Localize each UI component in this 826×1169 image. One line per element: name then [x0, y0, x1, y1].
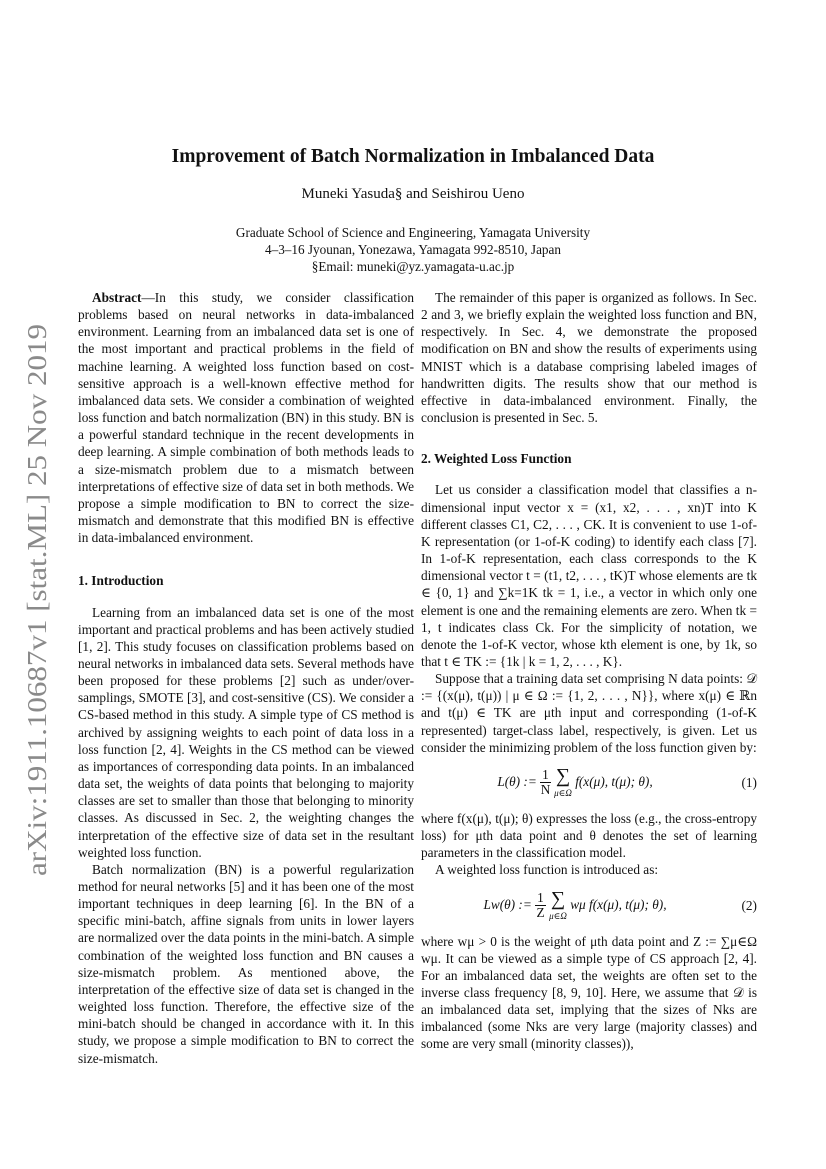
sum-sigma-icon: ∑: [550, 887, 566, 910]
affiliation-block: [0, 224, 826, 275]
equation-1-frac-num: 1: [542, 767, 549, 783]
abstract-paragraph: [78, 289, 414, 546]
equation-2-fraction: [535, 891, 546, 920]
arxiv-stamp-text: arXiv:1911.10687v1 [stat.ML] 25 Nov 2019: [21, 386, 52, 876]
paper-authors: Muneki Yasuda§ and Seishirou Ueno: [301, 186, 525, 202]
equation-2-body: [421, 889, 729, 923]
affiliation-line-2: 4–3–16 Jyounan, Yonezawa, Yamagata 992-8510, Japan: [265, 242, 561, 257]
equation-2: [421, 889, 757, 923]
intro-outline-paragraph: The remainder of this paper is organized as follows. In Sec. 2 and 3, we briefly explain the weighted loss function and BN, respectively. In Sec. 4, we demonstrate the proposed modification on BN and show the results of experiments using MNIST which is a database comprising labeled images of handwritten digits. The results show that our method is effective in data-imbalanced environment. Finally, the conclusion is presented in Sec. 5.: [421, 290, 757, 426]
right-column: [421, 289, 757, 1053]
equation-2-sum: [549, 889, 567, 923]
equation-1-fraction: [540, 768, 551, 797]
intro-paragraph-1: Learning from an imbalanced data set is one of the most important and practical problems and has been actively studied [1, 2]. This study focuses on classification problems based on neural networks in imbalanced data sets. Several methods have been proposed for these problems [2] such as under/over-samplings, SMOTE [3], and cost-sensitive (CS). We consider a CS-based method in this study. A simple type of CS method is archived by assigning weights to each point of data loss in a loss function [2, 4]. Weights in the CS method can be viewed as importances of corresponding data points. In an imbalanced data set, the weights of data points that belonging to majority classes are set to smaller than those that belonging to minority classes. As discussed in Sec. 2, the weighting changes the interpretation of the effective size of data set in the resultant weighted loss function.: [78, 604, 414, 860]
weighted-loss-paragraph-2: Suppose that a training data set comprising N data points: 𝒟 := {(x(μ), t(μ)) | μ ∈ Ω := {1, 2, . . . , N}}, where x(μ) ∈ ℝn and t(μ) ∈ TK are μth input and corresponding (1-of-K represented) target-class label, respectively, is given. Let us consider the minimizing problem of the loss function given by:: [421, 671, 757, 755]
weighted-loss-paragraph-4: A weighted loss function is introduced as:: [435, 862, 659, 878]
equation-2-frac-num: 1: [537, 890, 544, 906]
paper-title: Improvement of Batch Normalization in Imbalanced Data: [171, 146, 655, 167]
author-email: §Email: muneki@yz.yamagata-u.ac.jp: [311, 259, 515, 274]
equation-2-rhs: wμ f(x(μ), t(μ); θ),: [570, 896, 667, 912]
affiliation-line-1: Graduate School of Science and Engineering, Yamagata University: [235, 225, 591, 240]
section-heading-weighted-loss: 2. Weighted Loss Function: [421, 451, 572, 467]
equation-1-frac-den: N: [540, 782, 551, 798]
abstract-lead: Abstract: [92, 290, 142, 305]
equation-2-lhs: Lw(θ) :=: [483, 896, 532, 912]
weighted-loss-paragraph-1: Let us consider a classification model that classifies a n-dimensional input vector x = (x1, x2, . . . , xn)T into K different classes C1, C2, . . . , CK. It is convenient to use 1-of-K representation (or 1-of-K coding) to identify each class [7]. In 1-of-K representation, each class corresponds to the K dimensional vector t = (t1, t2, . . . , tK)T whose elements are tk ∈ {0, 1} and ∑k=1K tk = 1, i.e., a vector in which only one element is one and the remaining elements are zero. When tk = 1, t indicates class Ck. For the simplicity of notation, we denote the 1-of-K vector, whose kth element is one, by 1k, so that t ∈ TK := {1k | k = 1, 2, . . . , K}.: [421, 482, 757, 669]
equation-1-rhs: f(x(μ), t(μ); θ),: [575, 773, 653, 789]
abstract-text: —In this study, we consider classification problems based on neural networks in data-imbalanced environment. Learning from an imbalanced data set is one of the most important and practical problems in the field of machine learning. A weighted loss function based on cost-sensitive approach is a well-known effective method for imbalanced data sets. We consider a combination of weighted loss function and batch normalization (BN) in this study. BN is a powerful standard technique in the recent developments in deep learning. A simple combination of both methods leads to a size-mismatch problem due to a mismatch between interpretations of effective size of data set in both methods. We propose a simple modification to BN to correct the size-mismatch and demonstrate that this modified BN is effective in data-imbalanced environment.: [78, 290, 414, 546]
equation-1-sum: [554, 766, 572, 800]
equation-1-body: [421, 766, 729, 800]
equation-1-sum-sub: μ∈Ω: [554, 787, 572, 798]
equation-1-number: (1): [741, 775, 757, 791]
equation-1: [421, 766, 757, 800]
intro-paragraph-2: Batch normalization (BN) is a powerful regularization method for neural networks [5] and it has been one of the most important techniques in deep learning [6]. In the BN of a specific mini-batch, affine signals from units in lower layers are normalized over the data points in the mini-batch. A simple combination of the weighted loss function and BN causes a size-mismatch problem. As mentioned above, the interpretation of the effective size of data set is changed in the weighted loss function. Therefore, the effective size of the mini-batch should be changed in accordance with it. In this study, we propose a simple modification to BN to correct the size-mismatch.: [78, 861, 414, 1066]
weighted-loss-paragraph-3: where f(x(μ), t(μ); θ) expresses the loss (e.g., the cross-entropy loss) for μth data point and θ denotes the set of learning parameters in the classification model.: [421, 810, 757, 861]
equation-2-sum-sub: μ∈Ω: [549, 910, 567, 921]
arxiv-stamp: [10, 320, 60, 880]
sum-sigma-icon: ∑: [555, 764, 571, 787]
weighted-loss-paragraph-5: where wμ > 0 is the weight of μth data point and Z := ∑μ∈Ω wμ. It can be viewed as a simple type of CS approach [2, 4]. For an imbalanced data set, the weights are often set to the inverse class frequency [8, 9, 10]. Here, we assume that 𝒟 is an imbalanced data set, implying that the sizes of Nks are imbalanced (some Nks are very large (majority classes) and some are very small (minority classes)),: [421, 933, 757, 1052]
section-heading-introduction: 1. Introduction: [78, 573, 164, 589]
equation-2-frac-den: Z: [536, 905, 545, 921]
left-column: [78, 289, 414, 1067]
equation-1-lhs: L(θ) :=: [497, 773, 537, 789]
equation-2-number: (2): [741, 897, 757, 913]
